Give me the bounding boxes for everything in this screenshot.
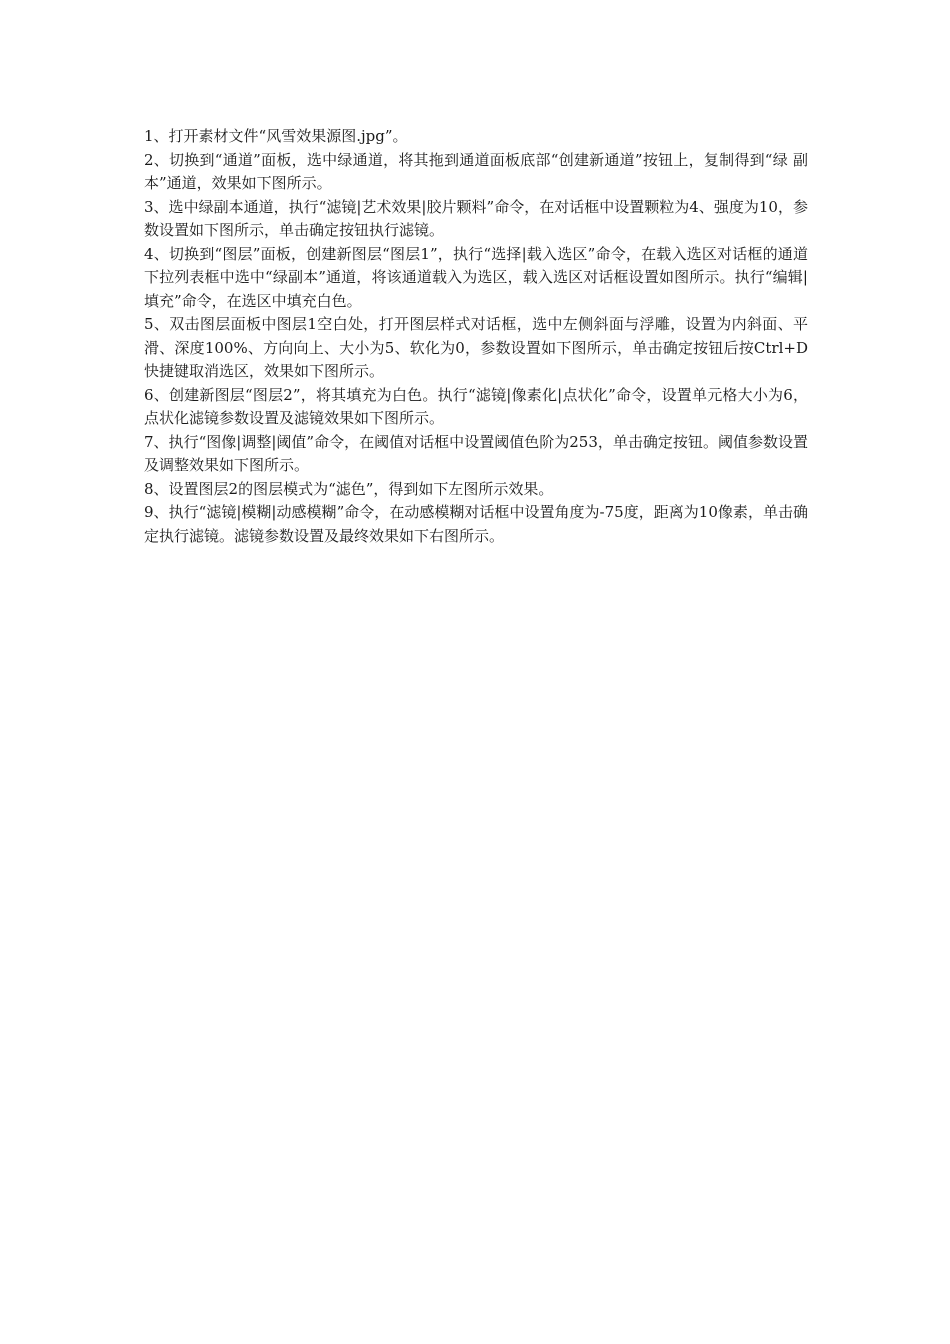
step-3: 3、选中绿副本通道，执行“滤镜|艺术效果|胶片颗料”命令，在对话框中设置颗粒为4、强度为10，参数设置如下图所示，单击确定按钮执行滤镜。 [144, 197, 808, 239]
step-9: 9、执行“滤镜|模糊|动感模糊”命令，在动感模糊对话框中设置角度为-75度，距离为10像素，单击确定执行滤镜。滤镜参数设置及最终效果如下右图所示。 [144, 503, 808, 545]
step-6: 6、创建新图层“图层2”，将其填充为白色。执行“滤镜|像素化|点状化”命令，设置单元格大小为6，点状化滤镜参数设置及滤镜效果如下图所示。 [144, 385, 808, 427]
step-7: 7、执行“图像|调整|阈值”命令，在阈值对话框中设置阈值色阶为253，单击确定按钮。阈值参数设置及调整效果如下图所示。 [144, 432, 808, 474]
step-8: 8、设置图层2的图层模式为“滤色”，得到如下左图所示效果。 [144, 479, 554, 498]
step-2: 2、切换到“通道”面板，选中绿通道，将其拖到通道面板底部“创建新通道”按钮上，复制得到“绿 副本”通道，效果如下图所示。 [144, 150, 808, 192]
step-5: 5、双击图层面板中图层1空白处，打开图层样式对话框，选中左侧斜面与浮雕，设置为内斜面、平滑、深度100%、方向向上、大小为5、软化为0，参数设置如下图所示，单击确定按钮后按Ctrl+D快捷键取消选区，效果如下图所示。 [144, 315, 808, 380]
instruction-steps [144, 125, 808, 548]
step-4: 4、切换到“图层”面板，创建新图层“图层1”，执行“选择|载入选区”命令，在载入选区对话框的通道下拉列表框中选中“绿副本”通道，将该通道载入为选区，载入选区对话框设置如图所示。执行“编辑|填充”命令，在选区中填充白色。 [144, 244, 808, 310]
step-1: 1、打开素材文件“风雪效果源图.jpg”。 [144, 127, 408, 145]
